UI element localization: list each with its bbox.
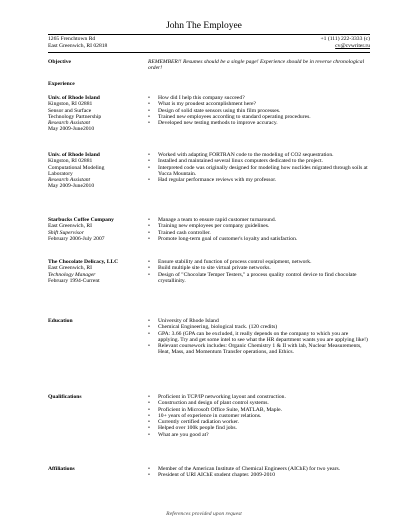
bullet-item: • President of URI AIChE student chapter. 2009-2010 <box>148 472 370 478</box>
affiliations-label: Affiliations <box>48 466 75 472</box>
objective-label: Objective <box>48 59 71 65</box>
education-label: Education <box>48 318 73 324</box>
employer-line: Laboratory <box>48 170 73 177</box>
employer-name: Starbucks Coffee Company <box>48 217 114 223</box>
bullet-item: • Ensure stability and function of process control equipment, network. <box>148 259 370 265</box>
bullet-item: • Manage a team to ensure rapid customer turnaround. <box>148 217 370 223</box>
employer-line: Sensor and Surface <box>48 107 92 114</box>
job-entry-info <box>48 152 138 190</box>
bullet-item: • Design of "Chocolate Temper Testers," a process quality control device to find chocolate crystallinity. <box>148 272 370 285</box>
bullet-item: • What are you good at? <box>148 432 370 438</box>
job-title: Shift Supervisor <box>48 229 84 236</box>
header-rule-2 <box>48 52 370 53</box>
employer-line: Kingston, RI 02881 <box>48 158 93 165</box>
job-title: Research Assistant <box>48 120 91 127</box>
bullet-item: • Proficient in Microsoft Office Suite, MATLAB, Maple. <box>148 407 370 413</box>
job-dates: February 1994-Current <box>48 277 100 284</box>
bullet-item: • Developed new testing methods to improve accuracy. <box>148 120 370 126</box>
bullet-item: • GPA: 3.66 (GPA can be excluded, it really depends on the company to which you are applying. Try and get some intel to see what the HR department wants you are applying like!) <box>148 331 370 344</box>
bullet-item: • How did I help this company succeed? <box>148 95 370 101</box>
employer-line: East Greenwich, RI <box>48 265 92 272</box>
job-entry-info <box>48 95 138 133</box>
bullet-item: • Training new employees per company guidelines. <box>148 223 370 229</box>
qualifications-bullets <box>148 394 370 438</box>
qualifications-label: Qualifications <box>48 394 82 400</box>
objective-text: REMEMBER!! Resumes should be a single page! Experience should be in reverse chronological order! <box>148 59 365 72</box>
employer-line: Computational Modeling <box>48 164 105 171</box>
job-bullets <box>148 95 370 126</box>
job-entry-info <box>48 259 138 284</box>
job-bullets <box>148 217 370 242</box>
job-dates: May 2009-June2010 <box>48 183 95 190</box>
header-rule <box>48 34 370 35</box>
bullet-item: • Promote long-term goal of customer's loyalty and satisfaction. <box>148 236 370 242</box>
bullet-item: • What is my proudest accomplishment here? <box>148 101 370 107</box>
bullet-item: • Worked with adapting FORTRAN code to the modeling of CO2 sequestration. <box>148 152 370 158</box>
bullet-item: • Currently certified radiation worker. <box>148 419 370 425</box>
bullet-item: • Had regular performance reviews with my professor. <box>148 177 370 183</box>
employer-name: Univ. of Rhode Island <box>48 152 100 158</box>
phone-number: +1 (111) 222-3333 (c) <box>320 36 370 42</box>
bullet-item: • Interpreted code was originally designed for modeling how nuclides migrated through soils at Yucca Mountain. <box>148 165 370 178</box>
experience-label: Experience <box>48 81 75 87</box>
job-dates: May 2009-June2010 <box>48 126 95 133</box>
job-bullets <box>148 259 370 284</box>
job-dates: February 2006-July 2007 <box>48 235 105 242</box>
employer-line: Kingston, RI 02881 <box>48 101 93 108</box>
employer-name: Univ. of Rhode Island <box>48 95 100 101</box>
bullet-item: • Member of the American Institute of Chemical Engineers (AIChE) for two years. <box>148 466 370 472</box>
job-bullets <box>148 152 370 183</box>
employer-name: The Chocolate Delicacy, LLC <box>48 259 119 265</box>
bullet-item: • Trained new employees according to standard operating procedures. <box>148 114 370 120</box>
applicant-name: John The Employee <box>166 21 242 31</box>
bullet-item: • Proficient in TCP/IP networking layout and construction. <box>148 394 370 400</box>
address-line-1: 1265 Frenchtown Rd <box>48 36 96 42</box>
bullet-item: • Design of solid state sensors using thin film processes. <box>148 108 370 114</box>
bullet-item: • Installed and maintained several linux computers dedicated to the project. <box>148 158 370 164</box>
address-line-2: East Greenwich, RI 02818 <box>48 43 108 49</box>
bullet-item: • Construction and design of plant control systems. <box>148 400 370 406</box>
references-footer: References provided upon request <box>166 511 242 517</box>
bullet-item: • Relevant coursework includes: Organic Chemistry 1 & II with lab, Nuclear Measurements, Heat, Mass, and Momentum Transfer operations, and Ethics. <box>148 343 370 356</box>
education-bullets <box>148 318 370 356</box>
bullet-item: • Helped over 100k people find jobs. <box>148 425 370 431</box>
bullet-item: • University of Rhode Island <box>148 318 370 324</box>
job-entry-info <box>48 217 138 242</box>
bullet-item: • Chemical Engineering, biological track. (120 credits) <box>148 324 370 330</box>
employer-line: East Greenwich, RI <box>48 223 92 230</box>
bullet-item: • Build multiple site to site virtual private networks. <box>148 265 370 271</box>
bullet-item: • 10+ years of experience in customer relations. <box>148 413 370 419</box>
bullet-item: • Trained cash controller. <box>148 230 370 236</box>
job-title: Technology Manager <box>48 271 96 278</box>
employer-line: Technology Partnership <box>48 113 102 120</box>
affiliations-bullets <box>148 466 370 479</box>
email-link[interactable]: cv@cvwriter.ru <box>335 43 370 49</box>
job-title: Research Assistant <box>48 177 91 184</box>
